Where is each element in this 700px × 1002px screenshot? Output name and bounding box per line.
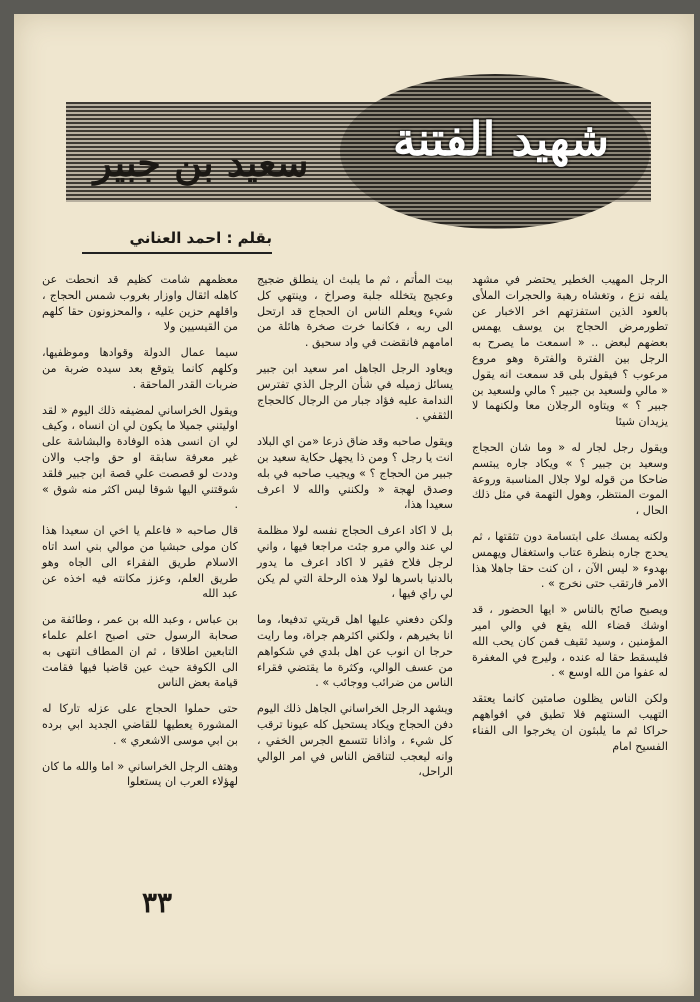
paragraph: معظمهم شامت كظيم قد انحطت عن كاهله اثقال واوزار بغروب شمس الحجاج ، واقلهم حزين عليه ، والمحزونون حقا كلهم من القيسيين ولا (42, 273, 238, 334)
paragraph: ولكن الناس يظلون صامتين كانما يعتقد التهيب السنتهم فلا تطيق في افواههم حراكا ثم ما يلبثون ان يخرجوا الى الفناء الفسيح امام (472, 692, 668, 753)
byline-underline (82, 252, 272, 254)
paragraph: ولكن دفعني عليها اهل قريتي تدفيعا، وما انا بخيرهم ، ولكني اكثرهم جراة، وما رايت حرجا ان انوب عن اهل بلدي في شكواهم من عسف الوالي، وكثرة ما يقتضي فقراء الناس من ضرائب ووجائب » . (257, 613, 453, 690)
page-number: ٣٣ (142, 886, 173, 919)
byline: بقلم : احمد العناني (129, 229, 272, 247)
paragraph: ويقول رجل لجار له « وما شان الحجاج وسعيد بن جبير ؟ » ويكاد جاره يبتسم ضاحكا من قوله لولا جلال المناسبة وروعة الموت المنتظر، وهول التهمة في مثل ذلك الحال ، (472, 440, 668, 518)
article-title: شهيد الفتنة (392, 112, 610, 166)
paragraph: حتى حملوا الحجاج على عزله تاركا له المشورة يعطيها للقاضي الجديد ابي برده بن ابي موسى الاشعري » . (42, 702, 238, 747)
paragraph: بيت المأتم ، ثم ما يلبث ان ينطلق ضجيج وعجيج يتخلله جلبة وصراخ ، وينتهي كل شيء ويعلم الناس ان الحجاج قد ارتحل الى ربه ، فكانما خرت صخرة هائلة من امامهم فانقضت في واد سحيق . (257, 273, 453, 350)
text-column-left (42, 272, 238, 800)
article-header (66, 74, 651, 234)
paragraph: ويعاود الرجل الجاهل امر سعيد ابن جبير يسائل زميله في شأن الرجل الذي تفترس الندامة عليه فؤاد جبار من الرجال كالحجاج الثقفي . (257, 361, 453, 423)
paragraph: ولكنه يمسك على ابتسامة دون تثقتها ، ثم يحدج جاره بنظرة عتاب واستغفال ويهمس بهدوء « ليس الآن ، ان كنت حقا جاهلا هذا الامر فارتقب حتى نخرج » . (472, 529, 668, 591)
paragraph: سيما عمال الدولة وقوادها وموظفيها، وكلهم كانما يتوقع بعد سيده ضربة من ضربات القدر الماحقة . (42, 346, 238, 391)
paragraph: ويقول الخراساني لمضيفه ذلك اليوم « لقد اوليتني جميلا ما يكون لي ان انساه ، وكيف لي ان انسى هذه الوفادة والبشاشة على غير معرفة سابقة او حق واجب والان وددت لو قصصت علي قصة ابن جبير فلقد شوقتني اليها شوقا ليس اكثر منه شوق » . (42, 403, 238, 512)
paragraph: ويشهد الرجل الخراساني الجاهل ذلك اليوم دفن الحجاج ويكاد يستحيل كله عيونا ترقب كل شيء ، واذانا تتسمع الجرس الخفي ، وانه ليعجب لتناقض الناس في امر الوالي الراحل، (257, 702, 453, 779)
paragraph: الرجل المهيب الخطير يحتضر في مشهد يلفه نزع ، وتغشاه رهبة والحجرات الملأى بالعود الذين استفزتهم اخر الاخبار عن تطورمرض الحجاج بن يوسف يهمس بعضهم لبعض .. « اسمعت ما يصرح به الرجل بين الفترة والفترة وهو مروع مرعوب ؟ فيقول بلى قد سمعت انه يقول « مالي ولسعيد بن جبير ؟ مالي ولسعيد بن جبير ؟ » ويتاوه الرجلان معا ولكنهما لا يزيدان شيئا (472, 273, 668, 429)
paragraph: بل لا اكاد اعرف الحجاج نفسه لولا مظلمة لي عند والي مرو جئت مراجعا فيها ، واني لرجل فلاح فقير لا اكاد اعرف ما يدور بالدنيا باسرها لولا هذه الرحلة التي لم يكن لي راي فيها ، (257, 524, 453, 601)
paragraph: وهتف الرجل الخراساني « اما والله ما كان لهؤلاء العرب ان يستعلوا (42, 759, 238, 789)
magazine-page (14, 14, 694, 996)
article-subtitle: سعيد بن جبير (93, 140, 309, 185)
paragraph: ويقول صاحبه وقد ضاق ذرعا «من اي البلاد انت يا رجل ؟ ومن ذا يجهل حكاية سعيد بن جبير من الحجاج ؟ » ويجيب صاحبه في بله وصدق لهجة « ولكنني والله لا اعرف سعيدا هذا، (257, 435, 453, 512)
text-column-right (472, 272, 668, 764)
paragraph: بن عباس ، وعبد الله بن عمر ، وطائفة من صحابة الرسول حتى اصبح اعلم علماء التابعين اطلاقا ، ثم ان المطاف انتهى به الى الكوفة حيث عين قاضيا فيها فقامت قيامة بعض الناس (42, 613, 238, 690)
text-column-middle (257, 272, 453, 790)
paragraph: ويصيح صائح بالناس « ايها الحضور ، قد اوشك قضاء الله يقع في والي امير المؤمنين ، وسيد ثقيف فمن كان يحب الله فليسقط حقا له عنده ، وليرج في المغفرة له عفوا من الله اوسع » . (472, 603, 668, 680)
paragraph: قال صاحبه « فاعلم يا اخي ان سعيدا هذا كان مولى حبشيا من موالي بني اسد اتاه الاسلام طريق الفقراء الى الجاه وهو طريق العلم، وعزز مكانته فيه اخذه عن عبد الله (42, 524, 238, 601)
